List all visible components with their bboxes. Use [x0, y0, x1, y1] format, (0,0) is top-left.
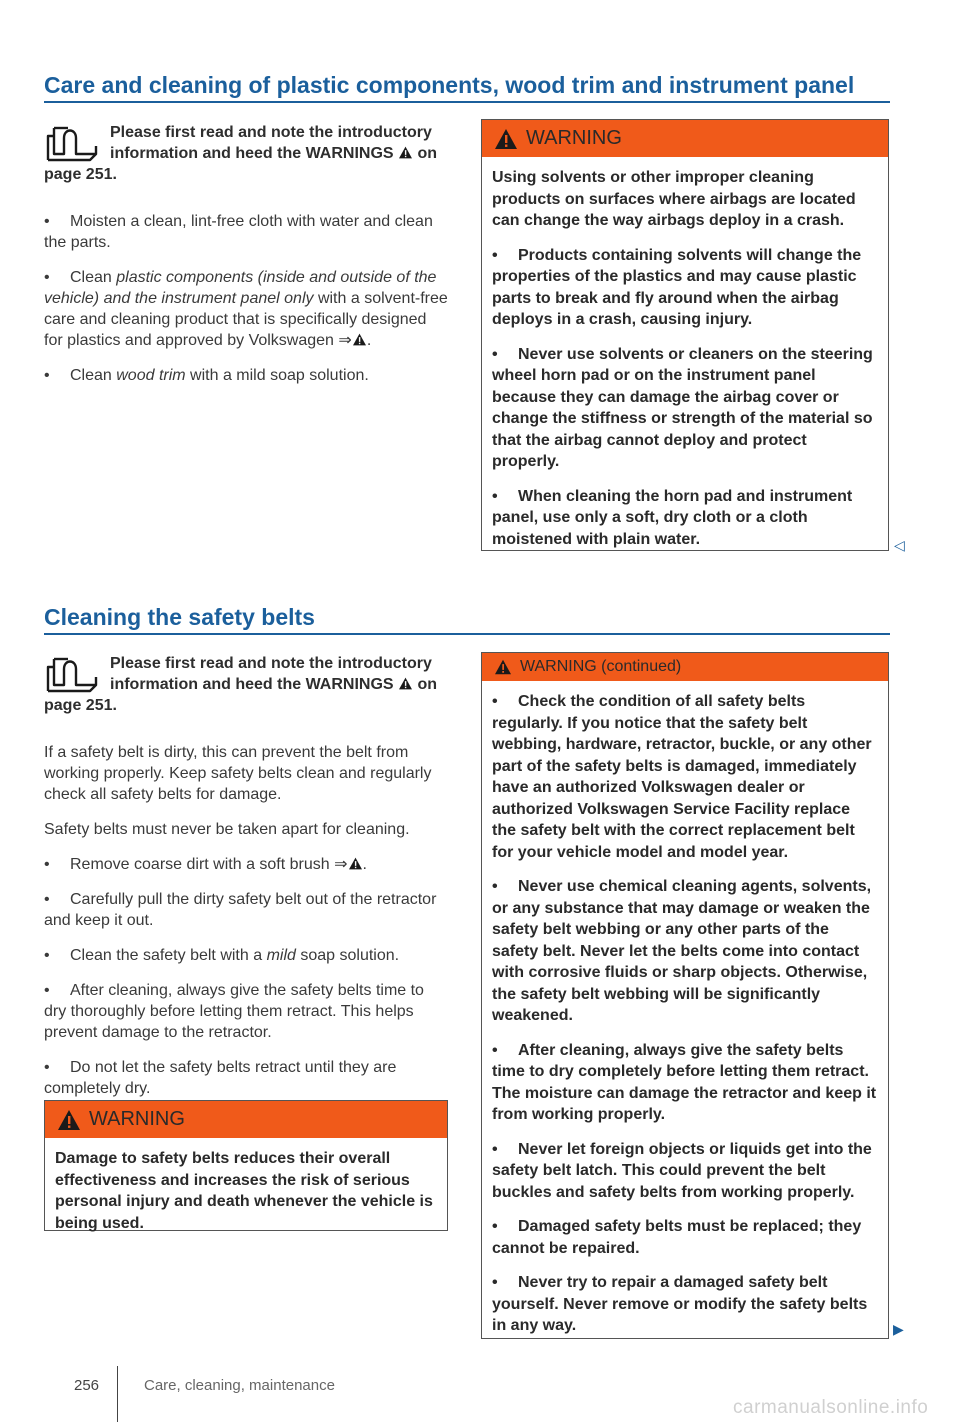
- section-end-icon: ◁: [894, 537, 905, 553]
- paragraph: If a safety belt is dirty, this can prevent the belt from working properly. Keep safety belts clean and regularly check all safety belts for damage.: [44, 744, 432, 803]
- section-title-safety-belts: Cleaning the safety belts: [44, 604, 315, 630]
- warning-triangle-icon: [398, 677, 413, 690]
- warning-item: • Products containing solvents will change the properties of the plastics and may cause plastic parts to break and fly around when the airbag deploys in a crash, causing injury.: [492, 246, 862, 328]
- warning-header: WARNING (continued): [482, 653, 888, 681]
- warning-box-airbag: [481, 119, 889, 551]
- intro-note: [44, 122, 448, 185]
- warning-item: • Never use chemical cleaning agents, solvents, or any substance that may damage or weaken the safety belt webbing or any other parts of the safety belt. Never let the belts come into contact with corrosive fluids or sharp objects. Otherwise, the safety belt webbing will be significantly weakened.: [492, 878, 872, 1024]
- intro-page-link[interactable]: on page 251.: [44, 676, 438, 714]
- warning-lead: Damage to safety belts reduces their overall effectiveness and increases the risk of serious personal injury and death whenever the vehicle is being used.: [55, 1150, 433, 1232]
- warning-body: [45, 1138, 447, 1240]
- intro-text: Please first read and note the introductory information and heed the WARNINGS: [110, 124, 432, 162]
- warning-lead: Using solvents or other improper cleaning products on surfaces where airbags are located can change the way airbags deploy in a crash.: [492, 169, 856, 229]
- book-icon: [44, 655, 100, 695]
- warning-item: • Never let foreign objects or liquids get into the safety belt latch. This could prevent the belt buckles and safety belts from working properly.: [492, 1140, 872, 1201]
- safety-belts-left-column: [44, 653, 448, 1113]
- list-item: • Moisten a clean, lint-free cloth with water and clean the parts.: [44, 213, 433, 251]
- warning-triangle-icon: [57, 1109, 81, 1131]
- page-number: 256: [74, 1377, 100, 1394]
- list-item: • Clean plastic components (inside and outside of the vehicle) and the instrument panel only with a solvent-free care and cleaning product that is specifically designed for plastics and approved by Volkswagen ⇒ .: [44, 269, 448, 349]
- intro-note: [44, 653, 448, 716]
- continue-arrow-icon: ▶: [893, 1321, 904, 1337]
- warning-item: • After cleaning, always give the safety belts time to dry completely before letting them retract. The moisture can damage the retractor and keep it from working properly.: [492, 1041, 877, 1123]
- warning-header: WARNING: [482, 120, 888, 157]
- intro-page-link[interactable]: on page 251.: [44, 145, 438, 183]
- footer-divider: [117, 1366, 118, 1422]
- warning-triangle-icon: [494, 659, 512, 675]
- list-item: • Remove coarse dirt with a soft brush ⇒ .: [44, 856, 367, 873]
- warning-box-belt-damage: [44, 1100, 448, 1231]
- warning-header: WARNING: [45, 1101, 447, 1138]
- warning-item: • Never try to repair a damaged safety belt yourself. Never remove or modify the safety belts in any way.: [492, 1274, 868, 1334]
- warning-triangle-icon[interactable]: [352, 333, 367, 346]
- section-rule: [44, 101, 890, 103]
- watermark: carmanualsonline.info: [733, 1397, 929, 1418]
- warning-box-continued: [481, 652, 889, 1339]
- warning-item: • Check the condition of all safety belts regularly. If you notice that the safety belt webbing, hardware, retractor, buckle, or any other part of the safety belts is damaged, immediately have an authorized Volkswagen dealer or authorized Volkswagen Service Facility replace the safety belt with the correct replacement belt for your vehicle model and model year.: [492, 693, 872, 861]
- intro-text: Please first read and note the introductory information and heed the WARNINGS: [110, 655, 432, 693]
- chapter-name: Care, cleaning, maintenance: [144, 1377, 335, 1394]
- section-title-plastic-care: Care and cleaning of plastic components, wood trim and instrument panel: [44, 72, 855, 98]
- warning-body: [482, 157, 888, 569]
- list-item: • Carefully pull the dirty safety belt out of the retractor and keep it out.: [44, 891, 437, 929]
- warning-item: • Never use solvents or cleaners on the steering wheel horn pad or on the instrument panel because they can damage the airbag cover or change the stiffness or strength of the material so that the airbag cannot deploy and protect properly.: [492, 345, 873, 470]
- list-item: • Do not let the safety belts retract until they are completely dry.: [44, 1059, 397, 1097]
- paragraph: Safety belts must never be taken apart for cleaning.: [44, 821, 410, 838]
- plastic-care-left-column: [44, 122, 448, 400]
- book-icon: [44, 124, 100, 164]
- list-item: • Clean wood trim with a mild soap solution.: [44, 367, 369, 384]
- section-rule: [44, 633, 890, 635]
- list-item: • After cleaning, always give the safety belts time to dry thoroughly before letting them retract. This helps prevent damage to the retractor.: [44, 982, 424, 1041]
- warning-triangle-icon: [398, 146, 413, 159]
- list-item: • Clean the safety belt with a mild soap solution.: [44, 947, 400, 964]
- warning-triangle-icon: [494, 128, 518, 150]
- warning-body: [482, 681, 888, 1356]
- warning-item: • When cleaning the horn pad and instrument panel, use only a soft, dry cloth or a cloth moistened with plain water.: [492, 487, 853, 548]
- warning-triangle-icon[interactable]: [348, 857, 363, 870]
- warning-item: • Damaged safety belts must be replaced; they cannot be repaired.: [492, 1218, 862, 1257]
